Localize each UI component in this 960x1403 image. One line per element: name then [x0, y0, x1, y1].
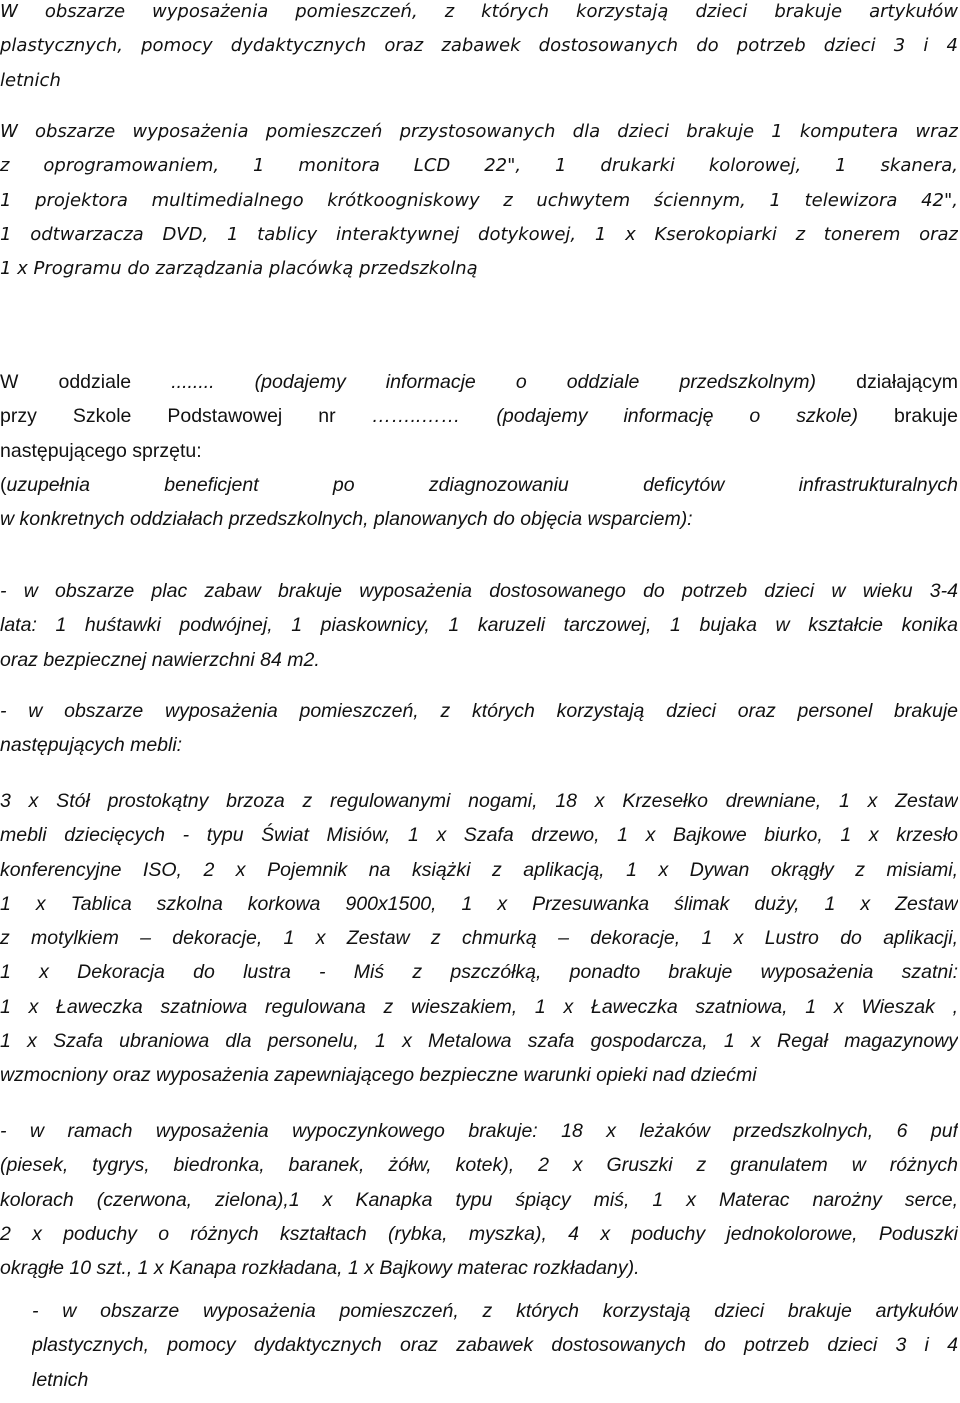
template-text: działającym	[856, 371, 958, 393]
paragraph-line: - w obszarze wyposażenia pomieszczeń, z których korzystają dzieci oraz personel brakuje	[0, 700, 958, 722]
paragraph-line: z oprogramowaniem, 1 monitora LCD 22", 1 drukarki kolorowej, 1 skanera,	[0, 155, 958, 177]
template-placeholder: ........ (podajemy informacje o oddziale przedszkolnym)	[171, 371, 857, 393]
paragraph-line: - w obszarze plac zabaw brakuje wyposażenia dostosowanego do potrzeb dzieci w wieku 3-4	[0, 580, 958, 602]
paragraph-line: oraz bezpiecznej nawierzchni 84 m2.	[0, 648, 320, 671]
paragraph-line: 1 x Szafa ubraniowa dla personelu, 1 x Metalowa szafa gospodarcza, 1 x Regał magazynowy	[0, 1030, 958, 1053]
paragraph-line: plastycznych, pomocy dydaktycznych oraz zabawek dostosowanych do potrzeb dzieci 3 i 4	[32, 1334, 958, 1357]
paragraph-line: z motylkiem – dekoracje, 1 x Zestaw z chmurką – dekoracje, 1 x Lustro do aplikacji,	[0, 927, 958, 950]
paragraph-line: W obszarze wyposażenia pomieszczeń, z których korzystają dzieci brakuje artykułów	[0, 1, 958, 22]
template-placeholder: ……..…… (podajemy informację o szkole)	[371, 405, 895, 428]
paragraph-line: 1 odtwarzacza DVD, 1 tablicy interaktywnej dotykowej, 1 x Kserokopiarki z tonerem oraz	[0, 223, 958, 245]
paragraph-line: 1 x Tablica szkolna korkowa 900x1500, 1 x Przesuwanka ślimak duży, 1 x Zestaw	[0, 892, 958, 915]
paragraph-art-supplies-bottom	[32, 1294, 958, 1397]
paragraph-playground	[0, 574, 958, 677]
paragraph-line: konferencyjne ISO, 2 x Pojemnik na książki z aplikacją, 1 x Dywan okrągły z misiami,	[0, 858, 958, 881]
paragraph-line: plastycznych, pomocy dydaktycznych oraz zabawek dostosowanych do potrzeb dzieci 3 i 4	[0, 35, 958, 57]
paragraph-line: letnich	[32, 1368, 89, 1391]
paragraph-line: letnich	[0, 69, 61, 91]
paragraph-line: 2 x poduchy o różnych kształtach (rybka, myszka), 4 x poduchy jednokolorowe, Poduszki	[0, 1222, 958, 1245]
paragraph-line: - w obszarze wyposażenia pomieszczeń, z których korzystają dzieci brakuje artykułów	[32, 1300, 958, 1322]
paragraph-line: lata: 1 huśtawki podwójnej, 1 piaskownicy, 1 karuzeli tarczowej, 1 bujaka w kształcie konika	[0, 614, 958, 637]
paragraph-department-template	[0, 365, 958, 536]
template-line: następującego sprzętu:	[0, 439, 202, 462]
paragraph-line: mebli dziecięcych - typu Świat Misiów, 1 x Szafa drzewo, 1 x Bajkowe biurko, 1 x krzesło	[0, 824, 958, 847]
paragraph-line: (piesek, tygrys, biedronka, baranek, żółw, kotek), 2 x Gruszki z granulatem w różnych	[0, 1154, 958, 1177]
paragraph-line: 1 projektora multimedialnego krótkoogniskowy z uchwytem ściennym, 1 telewizora 42",	[0, 189, 958, 211]
template-text: brakuje	[894, 405, 958, 428]
paragraph-line: następujących mebli:	[0, 734, 183, 757]
template-instruction: uzupełnia beneficjent po zdiagnozowaniu deficytów infrastrukturalnych	[6, 473, 958, 496]
paragraph-line: okrągłe 10 szt., 1 x Kanapa rozkładana, 1 x Bajkowy materac rozkładany).	[0, 1257, 640, 1280]
paragraph-line: W obszarze wyposażenia pomieszczeń przystosowanych dla dzieci brakuje 1 komputera wraz	[0, 121, 958, 142]
paragraph-rest-equipment	[0, 1114, 958, 1285]
paragraph-furniture-list	[0, 784, 958, 1093]
template-text: W oddziale	[0, 371, 172, 393]
paragraph-line: - w ramach wyposażenia wypoczynkowego brakuje: 18 x leżaków przedszkolnych, 6 puf	[0, 1120, 958, 1142]
template-line	[0, 365, 958, 399]
template-text: przy Szkole Podstawowej nr	[0, 405, 372, 428]
paragraph-line: 1 x Dekoracja do lustra - Miś z pszczółką, ponadto brakuje wyposażenia szatni:	[0, 961, 958, 984]
paragraph-art-supplies-top	[0, 0, 958, 98]
paragraph-line: wzmocniony oraz wyposażenia zapewniającego bezpieczne warunki opieki nad dziećmi	[0, 1064, 757, 1087]
paragraph-line: 1 x Ławeczka szatniowa regulowana z wieszakiem, 1 x Ławeczka szatniowa, 1 x Wieszak ,	[0, 995, 958, 1018]
paragraph-line: 3 x Stół prostokątny brzoza z regulowanymi nogami, 18 x Krzesełko drewniane, 1 x Zestaw	[0, 790, 958, 812]
paragraph-computer-equipment	[0, 115, 958, 286]
template-line	[0, 468, 958, 502]
template-line	[0, 399, 958, 433]
paragraph-line: 1 x Programu do zarządzania placówką przedszkolną	[0, 258, 478, 280]
paragraph-line: kolorach (czerwona, zielona),1 x Kanapka typu śpiący miś, 1 x Materac narożny serce,	[0, 1188, 958, 1211]
template-text: (	[0, 473, 7, 496]
template-line: w konkretnych oddziałach przedszkolnych, planowanych do objęcia wsparciem):	[0, 508, 693, 531]
paragraph-furniture-intro	[0, 694, 958, 763]
